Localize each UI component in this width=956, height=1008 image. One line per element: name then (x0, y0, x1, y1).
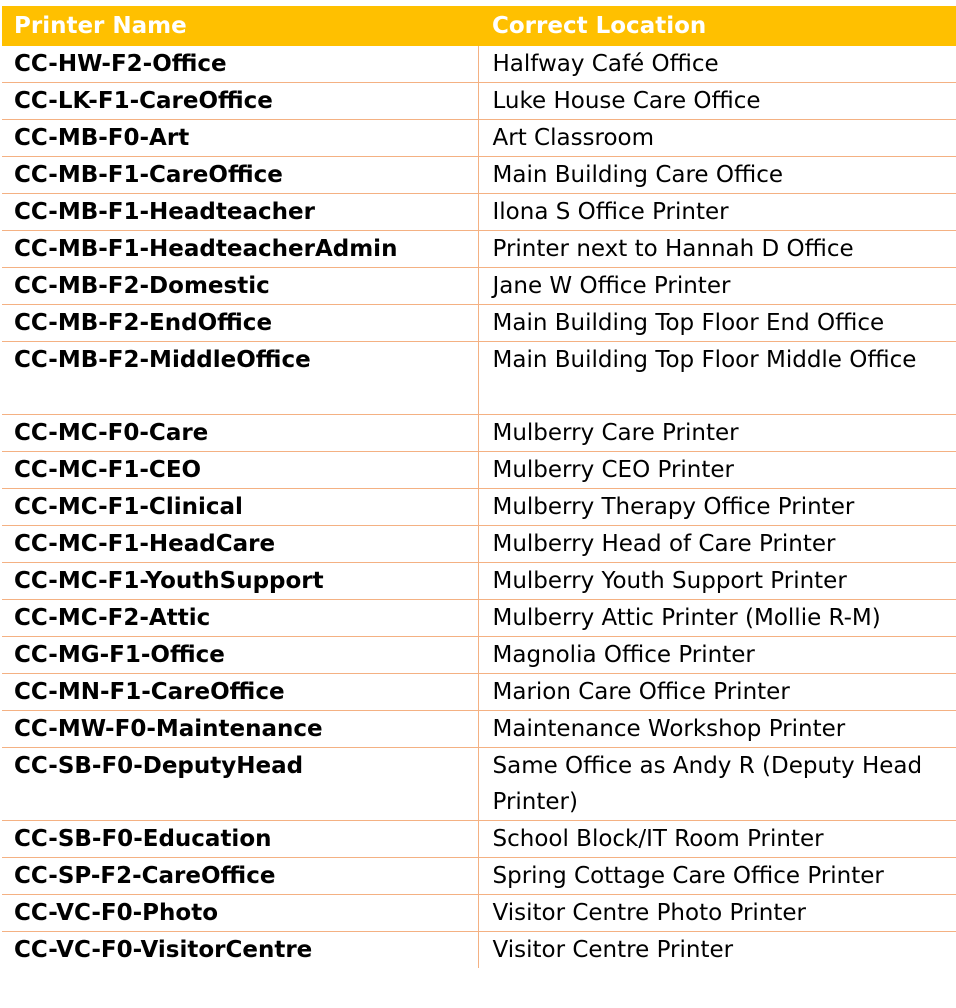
location-cell: Mulberry Head of Care Printer (478, 526, 956, 563)
header-row (2, 6, 956, 46)
printer-name-cell: CC-MG-F1-Office (2, 637, 478, 674)
location-cell: Mulberry Youth Support Printer (478, 563, 956, 600)
printer-location-table (2, 6, 956, 968)
table-row (2, 821, 956, 858)
printer-name-cell: CC-MW-F0-Maintenance (2, 711, 478, 748)
printer-name-cell: CC-VC-F0-VisitorCentre (2, 932, 478, 969)
table-row (2, 637, 956, 674)
printer-name-cell: CC-MC-F0-Care (2, 415, 478, 452)
table-row (2, 748, 956, 821)
table-row (2, 268, 956, 305)
location-cell: Marion Care Office Printer (478, 674, 956, 711)
printer-name-cell: CC-MN-F1-CareOffice (2, 674, 478, 711)
printer-name-cell: CC-SP-F2-CareOffice (2, 858, 478, 895)
table-row (2, 194, 956, 231)
location-cell: School Block/IT Room Printer (478, 821, 956, 858)
location-cell: Mulberry Therapy Office Printer (478, 489, 956, 526)
table-row (2, 415, 956, 452)
location-cell: Same Office as Andy R (Deputy Head Printer) (478, 748, 956, 821)
location-cell: Mulberry Care Printer (478, 415, 956, 452)
table-row (2, 489, 956, 526)
table-row (2, 858, 956, 895)
printer-name-cell: CC-HW-F2-Office (2, 46, 478, 83)
table-row (2, 120, 956, 157)
location-cell: Visitor Centre Photo Printer (478, 895, 956, 932)
location-cell: Maintenance Workshop Printer (478, 711, 956, 748)
table-row (2, 342, 956, 415)
table-row (2, 452, 956, 489)
location-cell: Jane W Office Printer (478, 268, 956, 305)
printer-name-cell: CC-MB-F1-Headteacher (2, 194, 478, 231)
printer-name-cell: CC-SB-F0-DeputyHead (2, 748, 478, 821)
table-row (2, 932, 956, 969)
printer-name-cell: CC-VC-F0-Photo (2, 895, 478, 932)
location-cell: Halfway Café Office (478, 46, 956, 83)
printer-name-cell: CC-MB-F1-HeadteacherAdmin (2, 231, 478, 268)
table-row (2, 711, 956, 748)
location-cell: Visitor Centre Printer (492, 937, 734, 963)
printer-name-cell: CC-MC-F1-HeadCare (2, 526, 478, 563)
location-cell: Magnolia Office Printer (478, 637, 956, 674)
printer-name-cell: CC-MC-F2-Attic (2, 600, 478, 637)
location-cell: Luke House Care Office (478, 83, 956, 120)
printer-name-cell: CC-MB-F0-Art (2, 120, 478, 157)
location-cell: Main Building Top Floor Middle Office (478, 342, 956, 415)
location-cell: Mulberry Attic Printer (Mollie R-M) (478, 600, 956, 637)
printer-name-cell: CC-SB-F0-Education (2, 821, 478, 858)
location-cell: Ilona S Office Printer (478, 194, 956, 231)
location-cell: Mulberry CEO Printer (478, 452, 956, 489)
location-cell: Main Building Top Floor End Office (478, 305, 956, 342)
printer-name-cell: CC-MB-F2-EndOffice (2, 305, 478, 342)
table-row (2, 46, 956, 83)
table-row (2, 674, 956, 711)
printer-name-cell: CC-MB-F1-CareOffice (2, 157, 478, 194)
table-row (2, 231, 956, 268)
printer-name-cell: CC-MC-F1-YouthSupport (2, 563, 478, 600)
header-correct-location: Correct Location (478, 6, 956, 46)
table-row (2, 600, 956, 637)
printer-name-cell: CC-LK-F1-CareOffice (2, 83, 478, 120)
printer-name-cell: CC-MC-F1-CEO (2, 452, 478, 489)
location-cell: Art Classroom (478, 120, 956, 157)
printer-name-cell: CC-MB-F2-Domestic (2, 268, 478, 305)
header-printer-name: Printer Name (2, 6, 478, 46)
table-row (2, 83, 956, 120)
location-cell: Printer next to Hannah D Office (478, 231, 956, 268)
table-row (2, 157, 956, 194)
table-row (2, 305, 956, 342)
table-row (2, 895, 956, 932)
table-row (2, 563, 956, 600)
location-cell: Spring Cottage Care Office Printer (478, 858, 956, 895)
location-cell: Main Building Care Office (478, 157, 956, 194)
printer-name-cell: CC-MB-F2-MiddleOffice (2, 342, 478, 415)
table-row (2, 526, 956, 563)
printer-name-cell: CC-MC-F1-Clinical (2, 489, 478, 526)
